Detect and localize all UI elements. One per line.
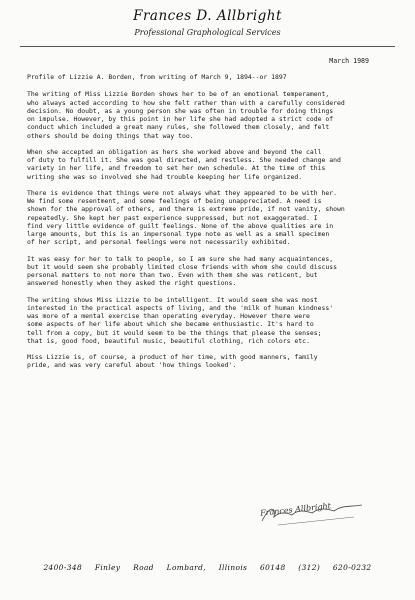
signature <box>258 499 368 529</box>
footer-address: 2400-348 Finley Road <box>43 563 154 572</box>
letter-body <box>27 73 389 378</box>
letterhead-name: Frances D. Allbright <box>133 8 282 24</box>
signature-text: Frances Allbright <box>259 501 332 518</box>
footer-city: Lombard, Illinois 60148 <box>166 563 286 572</box>
paragraph-friends: It was easy for her to talk to people, so I am sure she had many acquaintences, but it would seem she probably limited close friends with whom she could discuss personal matters to not more than two. Even with them she was reticent, but answered honestly when they asked the right questions. <box>27 254 338 288</box>
paragraph-intelligence: The writing shows Miss Lizzie to be intelligent. It would seem she was most interested in the practical aspects of living, and the 'milk of human kindness' was more of a mental exercise than operating everyday. However there were some aspects of her life about which she became enthusiastic. It's hard to tell from a copy, but it would seem to be the things that please the senses; that is, good food, beautiful music, beautiful clothing, rich colors etc. <box>27 295 334 345</box>
letterhead-subtitle: Professional Graphological Services <box>134 28 281 37</box>
footer-phone: (312) 620-0232 <box>298 563 372 572</box>
letter-footer <box>0 563 415 572</box>
letter-date: March 1989 <box>329 57 369 65</box>
letterhead-divider <box>20 46 395 47</box>
paragraph-conclusion: Miss Lizzie is, of course, a product of her time, with good manners, family pride, and was very careful about 'how things looked'. <box>27 353 318 370</box>
paragraph-temperament: The writing of Miss Lizzie Borden shows her to be of an emotional temperament, who always acted according to how she felt rather than with a carefully considered decision. No doubt, as a young person she was often in trouble for doing things on impulse. However, by this point in her life she had adopted a strict code of conduct which included a great many rules, she followed them closely, and felt others should be doing things that way too. <box>27 90 345 140</box>
paragraph-evidence: There is evidence that things were not always what they appeared to be with her. We find some resentment, and some feelings of being unappreciated. A need is shown for the approval of others, and there is extreme pride, if not vanity, shown repeatedly. She kept her past experience suppressed, but not exaggerated. I find very little evidence of guilt feelings. None of the above qualities are in large amounts, but this is an impersonal type note as well as a small specimen of her script, and personal feelings were not necessarily exhibited. <box>27 188 345 247</box>
paragraph-obligation: When she accepted an obligation as hers she worked above and beyond the call of duty to fulfill it. She was goal directed, and restless. She needed change and variety in her life, and freedom to set her own schedule. At the time of this writing she was so involved she had trouble keeping her life organized. <box>27 147 341 181</box>
profile-heading: Profile of Lizzie A. Borden, from writing of March 9, 1894--or 1897 <box>27 73 287 81</box>
